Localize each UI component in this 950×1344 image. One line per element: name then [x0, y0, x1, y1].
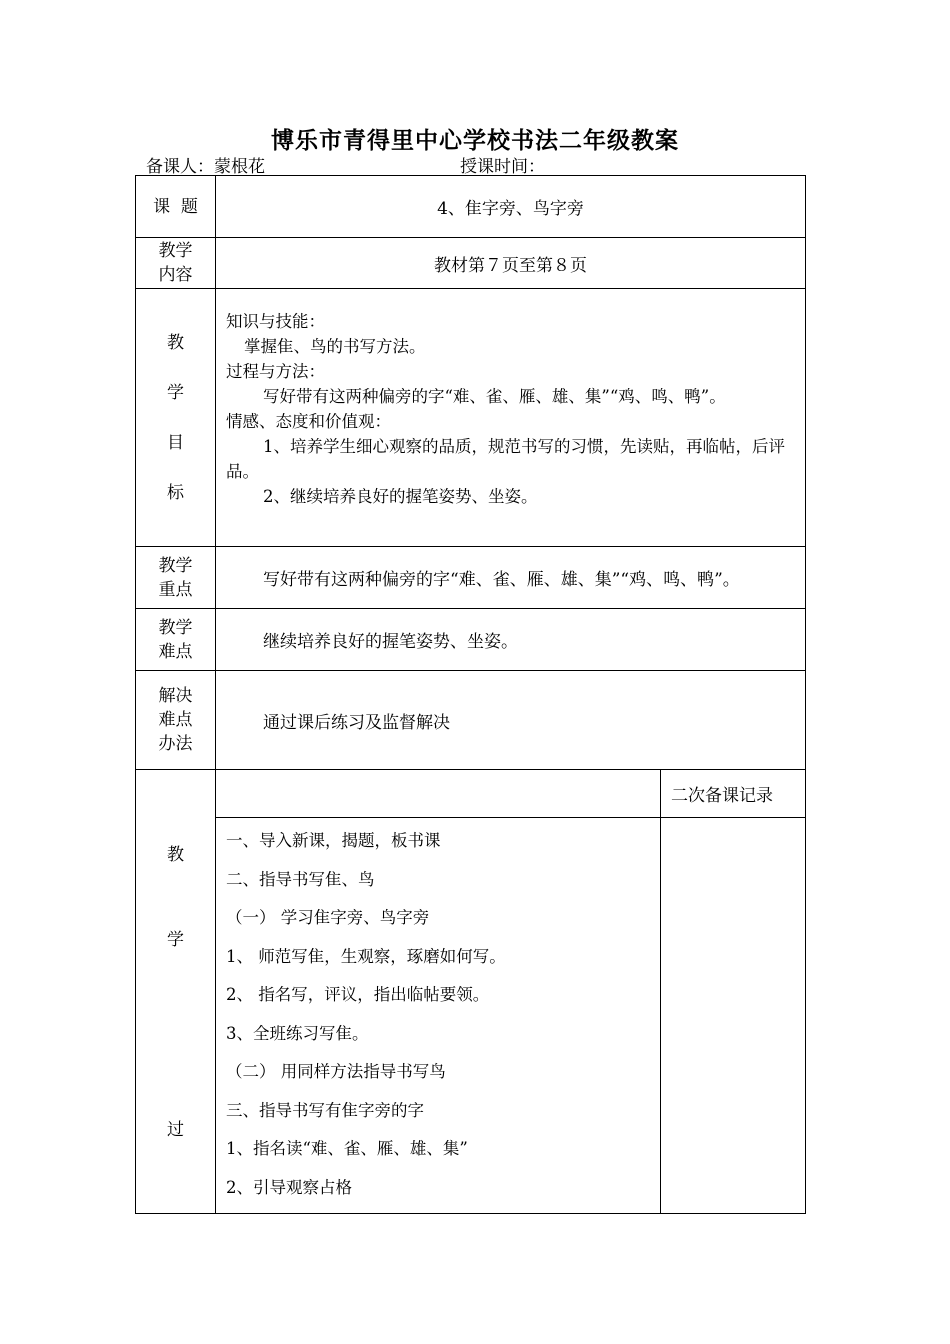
teacher-line: 备课人：蒙根花: [146, 157, 265, 177]
solution-label: 解决 难点 办法: [136, 671, 216, 770]
objectives-text: [216, 289, 806, 547]
page-title: 博乐市青得里中心学校书法二年级教案: [271, 127, 679, 154]
objective-heading: 情感、态度和价值观：: [226, 412, 391, 431]
solution-value: 通过课后练习及监督解决: [216, 671, 806, 770]
objectives-label: 教 学 目 标: [136, 289, 216, 547]
step-item: 2、 指名写，评议，指出临帖要领。: [226, 985, 490, 1004]
step-item: （一） 学习隹字旁、鸟字旁: [226, 908, 430, 927]
objective-heading: 知识与技能：: [226, 312, 325, 331]
difficulty-value: 继续培养良好的握笔姿势、坐姿。: [216, 609, 806, 671]
topic-value: 4、隹字旁、鸟字旁: [216, 176, 806, 238]
objectives-row: [136, 289, 806, 547]
difficulty-row: [136, 609, 806, 671]
objective-item: 1、培养学生细心观察的品质，规范书写的习惯，先读贴，再临帖，后评品。: [226, 437, 785, 481]
process-body-row: [136, 818, 806, 1214]
difficulty-label: 教学 难点: [136, 609, 216, 671]
step-item: 2、引导观察占格: [226, 1177, 352, 1197]
topic-label: 课 题: [136, 176, 216, 238]
second-record-header: 二次备课记录: [661, 770, 806, 818]
lesson-plan-table: [135, 175, 806, 1214]
content-row: [136, 238, 806, 289]
process-label: 教 学 过: [136, 770, 216, 1214]
lesson-time-line: 授课时间：: [460, 157, 545, 177]
objective-item: 掌握隹、鸟的书写方法。: [244, 337, 426, 356]
step-item: 一、导入新课，揭题，板书课: [226, 831, 441, 850]
objective-heading: 过程与方法：: [226, 362, 325, 381]
objective-item: 写好带有这两种偏旁的字“难、雀、雁、雄、集”“鸡、鸣、鸭”。: [263, 387, 726, 406]
key-point-label: 教学 重点: [136, 547, 216, 609]
step-item: 二、指导书写隹、鸟: [226, 869, 375, 889]
step-item: 3、全班练习写隹。: [226, 1023, 369, 1043]
second-record-cell: [661, 818, 806, 1214]
step-item: 1、 师范写隹，生观察，琢磨如何写。: [226, 946, 506, 966]
content-label: 教学 内容: [136, 238, 216, 289]
topic-row: [136, 176, 806, 238]
key-point-value: 写好带有这两种偏旁的字“难、雀、雁、雄、集”“鸡、鸣、鸭”。: [216, 547, 806, 609]
step-item: （二） 用同样方法指导书写鸟: [226, 1062, 446, 1081]
content-value: 教材第７页至第８页: [216, 238, 806, 289]
process-header-blank: [216, 770, 661, 818]
process-steps: [216, 818, 661, 1214]
step-item: 三、指导书写有隹字旁的字: [226, 1100, 424, 1120]
solution-row: [136, 671, 806, 770]
step-item: 1、指名读“难、雀、雁、雄、集”: [226, 1139, 468, 1158]
key-point-row: [136, 547, 806, 609]
process-header-row: [136, 770, 806, 818]
objective-item: 2、继续培养良好的握笔姿势、坐姿。: [263, 487, 538, 506]
